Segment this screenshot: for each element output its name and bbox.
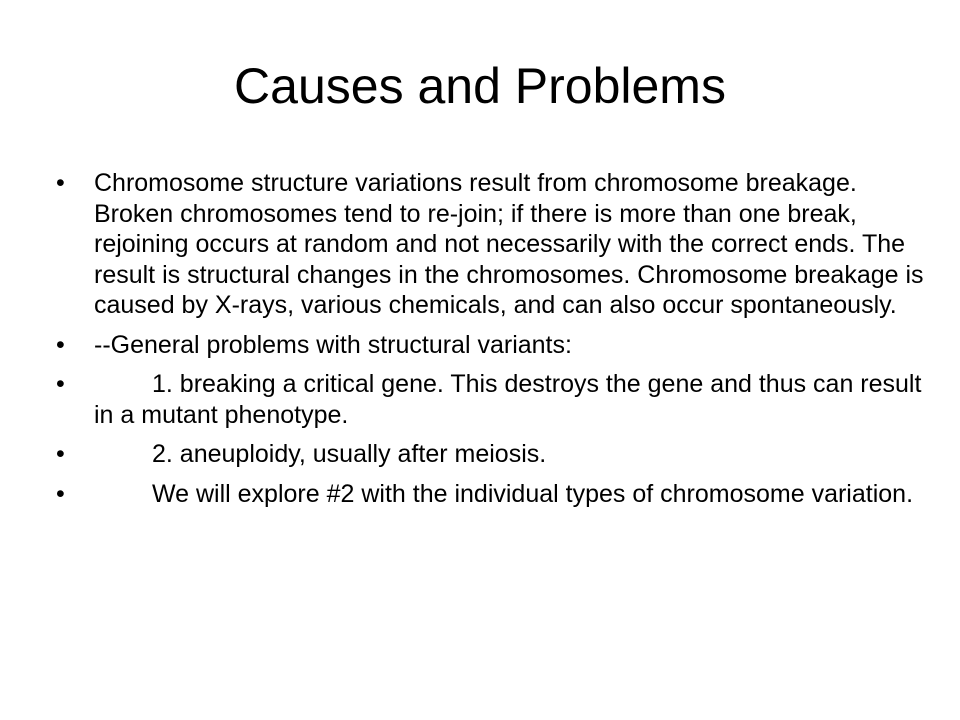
bullet-text bbox=[94, 369, 926, 430]
bullet-marker: • bbox=[56, 440, 65, 468]
bullet-item bbox=[56, 439, 926, 470]
bullet-text: --General problems with structural variants: bbox=[94, 330, 572, 359]
bullet-marker: • bbox=[56, 479, 65, 508]
bullet-text-content: 2. aneuploidy, usually after meiosis. bbox=[152, 440, 547, 468]
bullet-item bbox=[56, 369, 926, 430]
bullet-text bbox=[94, 479, 926, 510]
bullet-list bbox=[56, 168, 926, 518]
bullet-text-content: We will explore #2 with the individual types of chromosome variation. bbox=[152, 479, 914, 508]
bullet-text bbox=[94, 439, 926, 470]
bullet-item bbox=[56, 168, 926, 321]
bullet-text-content: 1. breaking a critical gene. This destroys the gene and thus can result in a mutant phenotype. bbox=[94, 370, 922, 429]
bullet-marker: • bbox=[56, 370, 65, 398]
bullet-item bbox=[56, 479, 926, 510]
bullet-text: Chromosome structure variations result from chromosome breakage. Broken chromosomes tend to re-join; if there is more than one break, rejoining occurs at random and not necessarily with the correct ends. The result is structural changes in the chromosomes. Chromosome breakage is caused by X-rays, various chemicals, and can also occur spontaneously. bbox=[94, 169, 924, 319]
bullet-marker: • bbox=[56, 169, 65, 197]
bullet-marker: • bbox=[56, 330, 65, 359]
bullet-item bbox=[56, 330, 926, 361]
slide-title: Causes and Problems bbox=[234, 58, 726, 114]
